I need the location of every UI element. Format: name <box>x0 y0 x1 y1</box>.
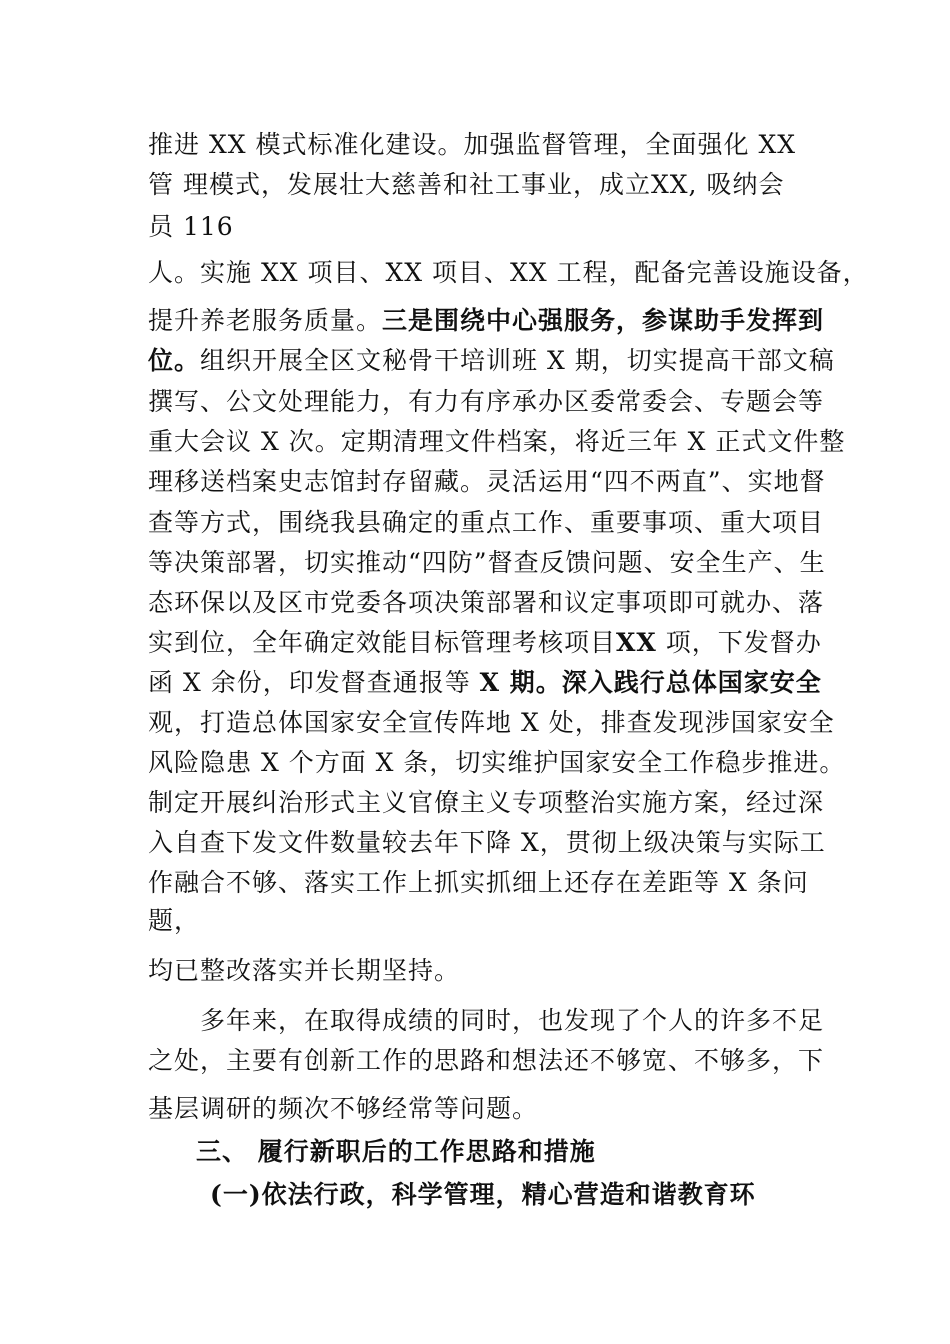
text-line: 等决策部署，切实推动“四防”督查反馈问题、安全生产、生 <box>148 548 826 577</box>
text-line: 入自查下发文件数量较去年下降 X，贯彻上级决策与实际工 <box>148 828 826 857</box>
text-span: 函 X 余份，印发督查通报等 <box>148 668 480 697</box>
text-line: 态环保以及区市党委各项决策部署和议定事项即可就办、落 <box>148 588 825 617</box>
text-line: 均已整改落实并长期坚持。 <box>148 956 461 985</box>
text-line: 人。实施 XX 项目、XX 项目、XX 工程，配备完善设施设备， <box>148 258 869 287</box>
text-line: 员 116 <box>148 212 234 241</box>
text-line: 基层调研的频次不够经常等问题。 <box>148 1094 539 1123</box>
text-line <box>148 668 822 698</box>
text-line <box>148 306 824 336</box>
text-span: 提升养老服务质量。 <box>148 306 383 335</box>
bold-lead-sentence: X 期。深入践行总体国家安全 <box>479 668 822 697</box>
bold-lead-sentence: 三是围绕中心强服务，参谋助手发挥到 <box>382 306 825 335</box>
text-line: 理移送档案史志馆封存留藏。灵活运用“四不两直”、实地督 <box>148 467 826 496</box>
text-span: 项，下发督办 <box>656 628 822 657</box>
text-line: 风险隐患 X 个方面 X 条，切实维护国家安全工作稳步推进。 <box>148 748 846 777</box>
text-line: 管 理模式，发展壮大慈善和社工事业，成立XX, 吸纳会 <box>148 170 785 199</box>
text-line: 作融合不够、落实工作上抓实抓细上还存在差距等 X 条问 <box>148 868 809 897</box>
text-line <box>148 628 822 658</box>
section-heading: 三、 履行新职后的工作思路和措施 <box>196 1137 596 1166</box>
text-line: 制定开展纠治形式主义官僚主义专项整治实施方案，经过深 <box>148 788 825 817</box>
text-line: 查等方式，围绕我县确定的重点工作、重要事项、重大项目 <box>148 508 825 537</box>
bold-value: XX <box>616 628 657 657</box>
text-line: 观，打造总体国家安全宣传阵地 X 处，排查发现涉国家安全 <box>148 708 835 737</box>
subsection-heading: (一)依法行政，科学管理，精心营造和谐教育环 <box>210 1180 756 1209</box>
text-line <box>148 346 835 376</box>
bold-lead-sentence-end: 位。 <box>148 346 201 375</box>
text-line: 题， <box>148 906 201 935</box>
text-span: 组织开展全区文秘骨干培训班 X 期，切实提高干部文稿 <box>200 346 835 375</box>
text-line: 之处，主要有创新工作的思路和想法还不够宽、不够多，下 <box>148 1046 825 1075</box>
paragraph-first-line: 多年来，在取得成绩的同时，也发现了个人的许多不足 <box>200 1006 825 1035</box>
text-line: 重大会议 X 次。定期清理文件档案，将近三年 X 正式文件整 <box>148 427 846 456</box>
text-span: 实到位，全年确定效能目标管理考核项目 <box>148 628 617 657</box>
text-line: 推进 XX 模式标准化建设。加强监督管理，全面强化 XX <box>148 130 797 159</box>
text-line: 撰写、公文处理能力，有力有序承办区委常委会、专题会等 <box>148 387 825 416</box>
